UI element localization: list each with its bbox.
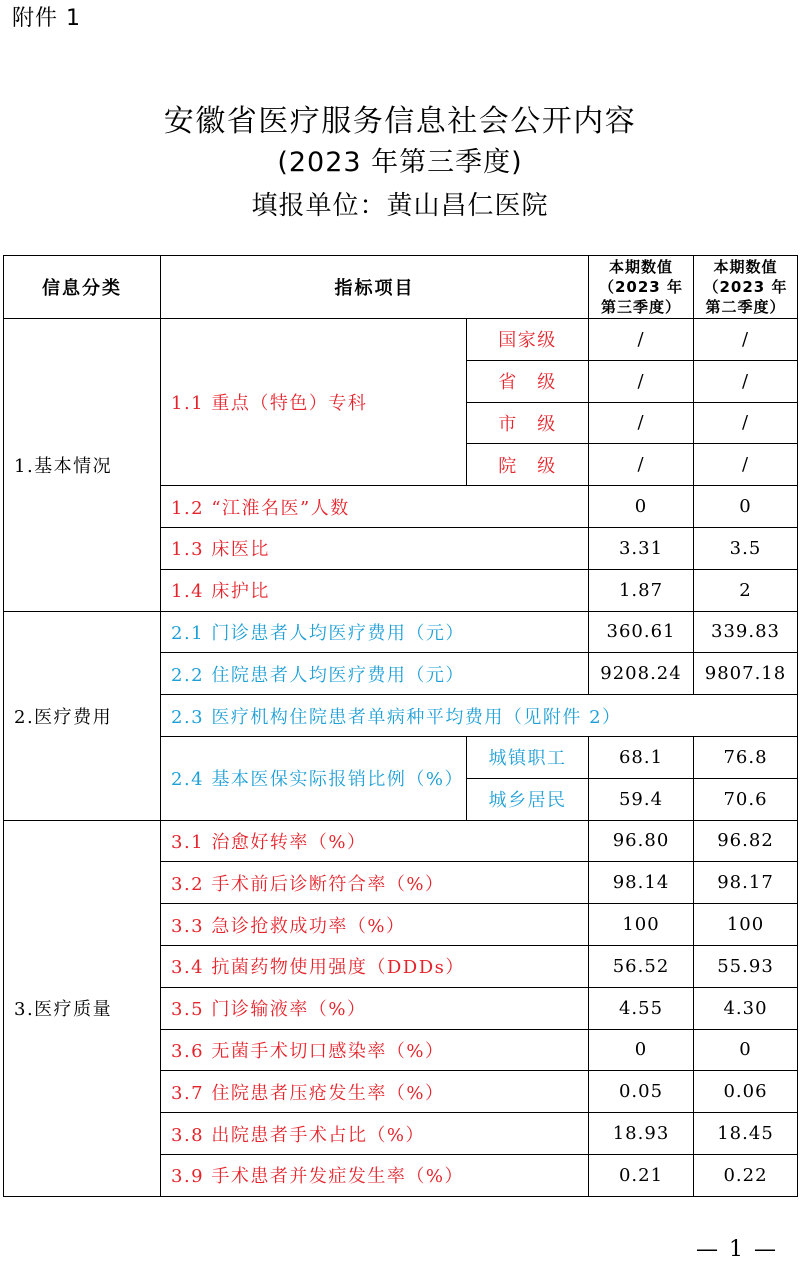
previous-value: 96.82: [694, 820, 798, 862]
current-value: 100: [589, 904, 694, 946]
previous-value: 9807.18: [694, 653, 798, 695]
document-title: 安徽省医疗服务信息社会公开内容: [163, 104, 637, 139]
current-value: 0: [589, 1029, 694, 1071]
indicator-label: 1.3 床医比: [161, 527, 589, 569]
previous-value: 3.5: [694, 527, 798, 569]
current-value: 3.31: [589, 527, 694, 569]
indicator-label: 3.4 抗菌药物使用强度（DDDs）: [161, 945, 589, 987]
indicator-label: 3.7 住院患者压疮发生率（%）: [161, 1071, 589, 1113]
indicator-label: 3.2 手术前后诊断符合率（%）: [161, 862, 589, 904]
single-disease-cost-note: 2.3 医疗机构住院患者单病种平均费用（见附件 2）: [161, 695, 798, 737]
current-value: 68.1: [589, 736, 694, 778]
previous-value: /: [694, 360, 798, 402]
header-row: [4, 256, 798, 319]
header-current-period: [589, 256, 694, 319]
current-value: /: [589, 319, 694, 361]
insurance-group: 城镇职工: [467, 736, 589, 778]
indicator-label: 3.1 治愈好转率（%）: [161, 820, 589, 862]
previous-value: 0.22: [694, 1154, 798, 1196]
indicator-label: 1.4 床护比: [161, 569, 589, 611]
category-medical-costs: 2.医疗费用: [4, 611, 161, 820]
indicator-label: 3.9 手术患者并发症发生率（%）: [161, 1154, 589, 1196]
indicator-label: 3.3 急诊抢救成功率（%）: [161, 904, 589, 946]
indicator-label: 2.1 门诊患者人均医疗费用（元）: [161, 611, 589, 653]
previous-value: 70.6: [694, 778, 798, 820]
header-previous-line: 第二季度）: [705, 298, 786, 316]
current-value: 4.55: [589, 987, 694, 1029]
specialty-level: 国家级: [467, 319, 589, 361]
indicator-label: 2.2 住院患者人均医疗费用（元）: [161, 653, 589, 695]
indicator-reimbursement-ratio: 2.4 基本医保实际报销比例（%）: [161, 736, 467, 820]
current-value: 360.61: [589, 611, 694, 653]
previous-value: 100: [694, 904, 798, 946]
current-value: 9208.24: [589, 653, 694, 695]
reporting-unit: 填报单位：黄山昌仁医院: [251, 191, 549, 221]
current-value: 0: [589, 486, 694, 528]
current-value: 96.80: [589, 820, 694, 862]
header-current-line: 本期数值: [608, 258, 673, 276]
specialty-level: 市 级: [467, 402, 589, 444]
current-value: /: [589, 402, 694, 444]
current-value: 1.87: [589, 569, 694, 611]
document-period: (2023 年第三季度): [277, 147, 523, 178]
header-current-line: （2023 年: [599, 278, 683, 296]
previous-value: 18.45: [694, 1113, 798, 1155]
indicator-label: 1.2 “江淮名医”人数: [161, 486, 589, 528]
disclosure-table: [3, 255, 798, 1197]
attachment-label: 附件 1: [12, 6, 81, 31]
previous-value: /: [694, 444, 798, 486]
specialty-level: 院 级: [467, 444, 589, 486]
current-value: 59.4: [589, 778, 694, 820]
header-category: 信息分类: [4, 256, 161, 319]
current-value: 98.14: [589, 862, 694, 904]
indicator-key-specialty: 1.1 重点（特色）专科: [161, 319, 467, 486]
previous-value: 76.8: [694, 736, 798, 778]
previous-value: 55.93: [694, 945, 798, 987]
current-value: 56.52: [589, 945, 694, 987]
previous-value: 2: [694, 569, 798, 611]
previous-value: 339.83: [694, 611, 798, 653]
category-medical-quality: 3.医疗质量: [4, 820, 161, 1196]
header-previous-period: [694, 256, 798, 319]
previous-value: 4.30: [694, 987, 798, 1029]
header-previous-line: 本期数值: [713, 258, 778, 276]
header-current-line: 第三季度）: [600, 298, 681, 316]
category-basic-info: 1.基本情况: [4, 319, 161, 612]
specialty-level: 省 级: [467, 360, 589, 402]
indicator-label: 3.8 出院患者手术占比（%）: [161, 1113, 589, 1155]
header-indicator: 指标项目: [161, 256, 589, 319]
insurance-group: 城乡居民: [467, 778, 589, 820]
table-row: [4, 820, 798, 862]
previous-value: 0: [694, 1029, 798, 1071]
previous-value: 0.06: [694, 1071, 798, 1113]
indicator-label: 3.5 门诊输液率（%）: [161, 987, 589, 1029]
indicator-label: 3.6 无菌手术切口感染率（%）: [161, 1029, 589, 1071]
page-number: — 1 —: [696, 1237, 778, 1262]
previous-value: 98.17: [694, 862, 798, 904]
previous-value: 0: [694, 486, 798, 528]
previous-value: /: [694, 402, 798, 444]
current-value: 0.21: [589, 1154, 694, 1196]
current-value: /: [589, 444, 694, 486]
previous-value: /: [694, 319, 798, 361]
current-value: 18.93: [589, 1113, 694, 1155]
header-previous-line: （2023 年: [703, 278, 788, 296]
current-value: 0.05: [589, 1071, 694, 1113]
table-row: [4, 611, 798, 653]
current-value: /: [589, 360, 694, 402]
table-row: [4, 319, 798, 361]
